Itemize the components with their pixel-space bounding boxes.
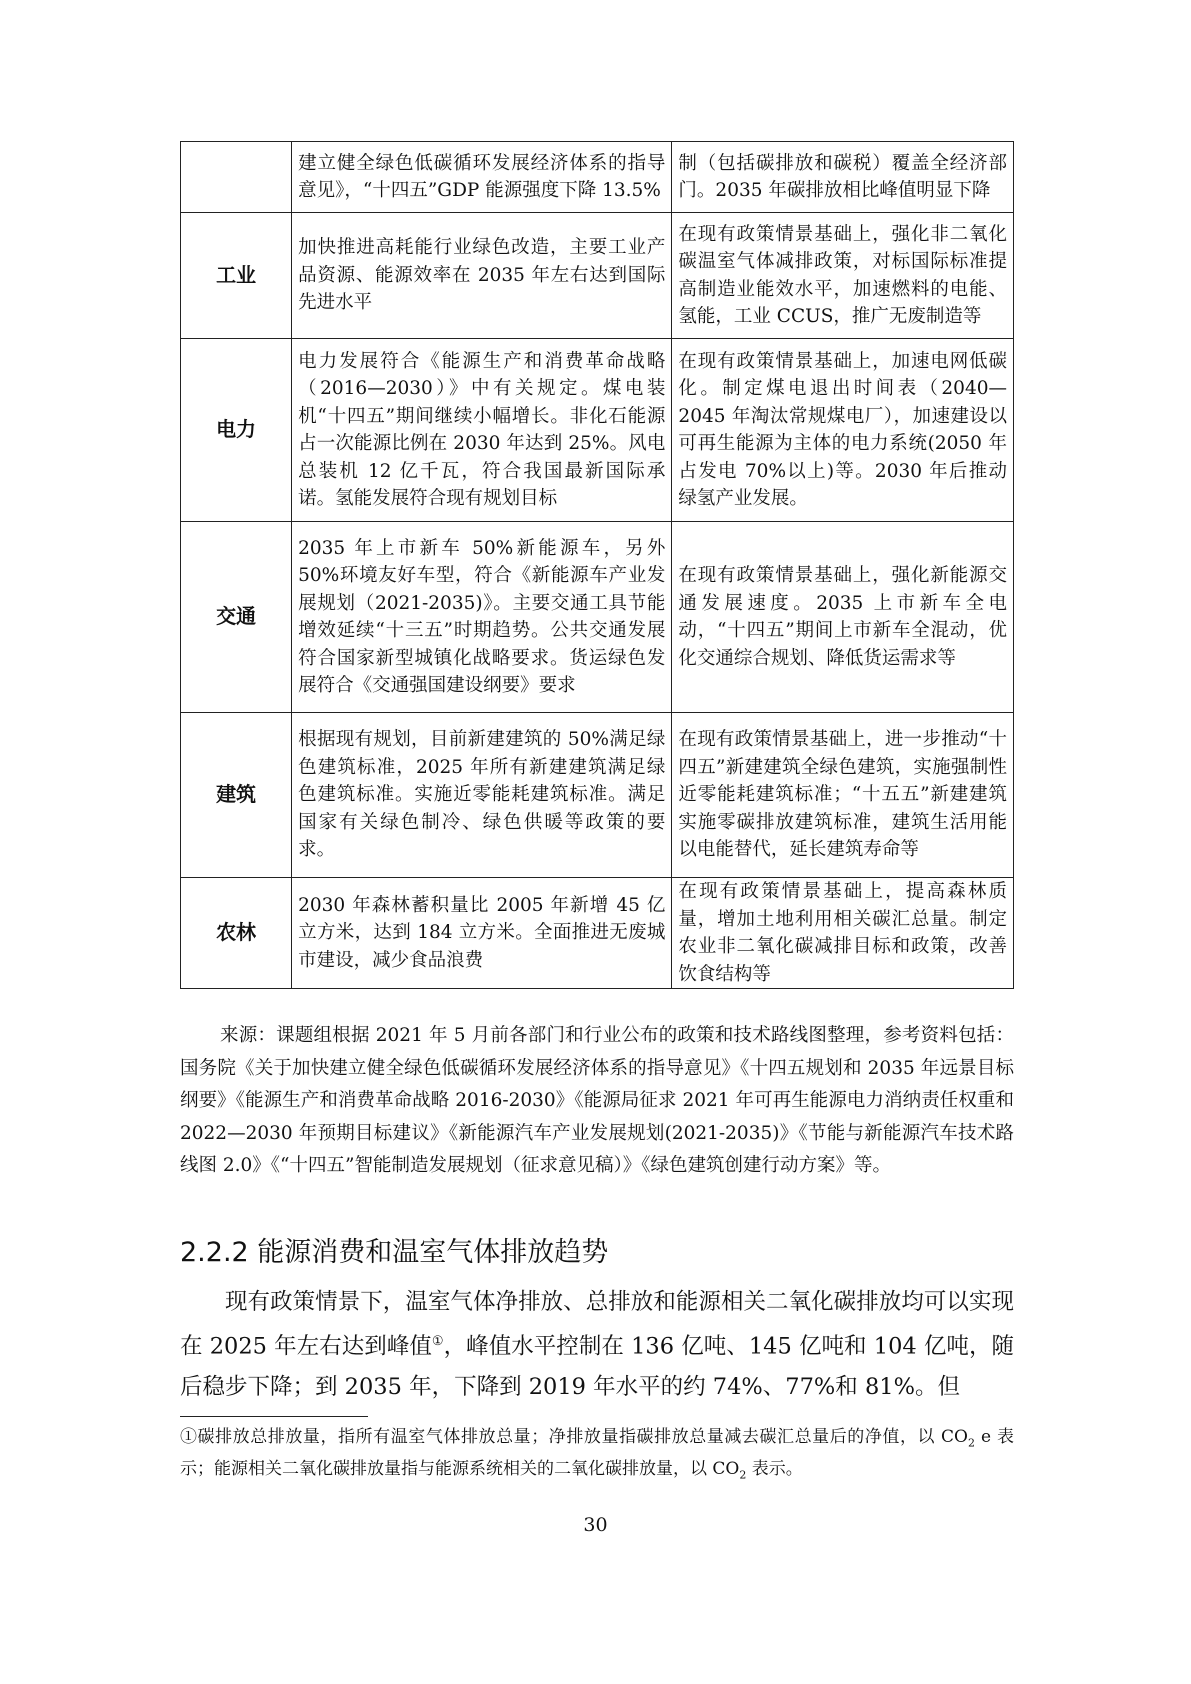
- policy-comparison-table: [180, 141, 1014, 989]
- sector-cell: 农林: [181, 878, 292, 989]
- enhanced-policy-cell: 在现有政策情景基础上，提高森林质量，增加土地利用相关碳汇总量。制定农业非二氧化碳减排目标和政策，改善饮食结构等: [672, 878, 1014, 989]
- enhanced-policy-cell: 在现有政策情景基础上，强化新能源交通发展速度。2035 上市新车全电动，“十四五”期间上市新车全混动，优化交通综合规划、降低货运需求等: [672, 522, 1014, 713]
- current-policy-cell: 电力发展符合《能源生产和消费革命战略（2016—2030）》中有关规定。煤电装机“十四五”期间继续小幅增长。非化石能源占一次能源比例在 2030 年达到 25%。风电总装机 12 亿千瓦，符合我国最新国际承诺。氢能发展符合现有规划目标: [292, 339, 672, 522]
- table-row: [181, 339, 1014, 522]
- footnote: [180, 1424, 1014, 1489]
- table-row: [181, 142, 1014, 213]
- footnote-reference[interactable]: ①: [431, 1334, 444, 1349]
- sector-cell: 交通: [181, 522, 292, 713]
- sector-cell: 工业: [181, 213, 292, 339]
- table-row: [181, 522, 1014, 713]
- table-row: [181, 713, 1014, 878]
- enhanced-policy-cell: 在现有政策情景基础上，进一步推动“十四五”新建建筑全绿色建筑，实施强制性近零能耗建筑标准；“十五五”新建建筑实施零碳排放建筑标准，建筑生活用能以电能替代，延长建筑寿命等: [672, 713, 1014, 878]
- enhanced-policy-cell: 在现有政策情景基础上，强化非二氧化碳温室气体减排政策，对标国际标准提高制造业能效水平，加速燃料的电能、氢能，工业 CCUS，推广无废制造等: [672, 213, 1014, 339]
- footnote-text: ①碳排放总排放量，指所有温室气体排放总量；净排放量指碳排放总量减去碳汇总量后的净值，以 CO: [180, 1427, 968, 1447]
- table-source-note: 来源：课题组根据 2021 年 5 月前各部门和行业公布的政策和技术路线图整理，参考资料包括：国务院《关于加快建立健全绿色低碳循环发展经济体系的指导意见》《十四五规划和 2035 年远景目标纲要》《能源生产和消费革命战略 2016-2030》《能源局征求 2021 年可再生能源电力消纳责任权重和 2022—2030 年预期目标建议》《新能源汽车产业发展规划(2021-2035)》《节能与新能源汽车技术路线图 2.0》《“十四五”智能制造发展规划（征求意见稿）》《绿色建筑创建行动方案》等。: [180, 1025, 1014, 1176]
- sector-cell: 建筑: [181, 713, 292, 878]
- body-paragraph: [180, 1282, 1014, 1407]
- footnote-text-end: 表示。: [746, 1459, 803, 1480]
- current-policy-cell: 根据现有规划，目前新建建筑的 50%满足绿色建筑标准，2025 年所有新建建筑满足绿色建筑标准。实施近零能耗建筑标准。满足国家有关绿色制冷、绿色供暖等政策的要求。: [292, 713, 672, 878]
- current-policy-cell: 2030 年森林蓄积量比 2005 年新增 45 亿立方米，达到 184 立方米。全面推进无废城市建设，减少食品浪费: [292, 878, 672, 989]
- table-row: [181, 213, 1014, 339]
- paragraph-text: 现有政策情景下，温室气体净排放、总排放和能源相关二氧化碳排放均可以实现在 2025 年左右达到峰值: [180, 1289, 1014, 1360]
- paragraph-text-continued: ，峰值水平控制在 136 亿吨、145 亿吨和 104 亿吨，随后稳步下降；到 2035 年，下降到 2019 年水平的约 74%、77%和 81%。但: [180, 1333, 1014, 1400]
- footnote-subscript: 2: [968, 1436, 975, 1450]
- enhanced-policy-cell: 制（包括碳排放和碳税）覆盖全经济部门。2035 年碳排放相比峰值明显下降: [672, 142, 1014, 213]
- footnote-text-continued: e 表示；能源相关二氧化碳排放量指与能源系统相关的二氧化碳排放量，以 CO: [180, 1427, 1014, 1480]
- footnote-divider: [180, 1416, 368, 1417]
- page-number: 30: [583, 1514, 608, 1536]
- table-row: [181, 878, 1014, 989]
- footnote-subscript: 2: [739, 1468, 747, 1482]
- enhanced-policy-cell: 在现有政策情景基础上，加速电网低碳化。制定煤电退出时间表（2040—2045 年淘汰常规煤电厂），加速建设以可再生能源为主体的电力系统(2050 年占发电 70%以上)等。2030 年后推动绿氢产业发展。: [672, 339, 1014, 522]
- sector-cell: [181, 142, 292, 213]
- current-policy-cell: 加快推进高耗能行业绿色改造，主要工业产品资源、能源效率在 2035 年左右达到国际先进水平: [292, 213, 672, 339]
- current-policy-cell: 2035 年上市新车 50%新能源车，另外 50%环境友好车型，符合《新能源车产业发展规划（2021-2035)》。主要交通工具节能增效延续“十三五”时期趋势。公共交通发展符合国家新型城镇化战略要求。货运绿色发展符合《交通强国建设纲要》要求: [292, 522, 672, 713]
- section-heading: 2.2.2 能源消费和温室气体排放趋势: [180, 1237, 609, 1268]
- sector-cell: 电力: [181, 339, 292, 522]
- current-policy-cell: 建立健全绿色低碳循环发展经济体系的指导意见》，“十四五”GDP 能源强度下降 13.5%: [292, 142, 672, 213]
